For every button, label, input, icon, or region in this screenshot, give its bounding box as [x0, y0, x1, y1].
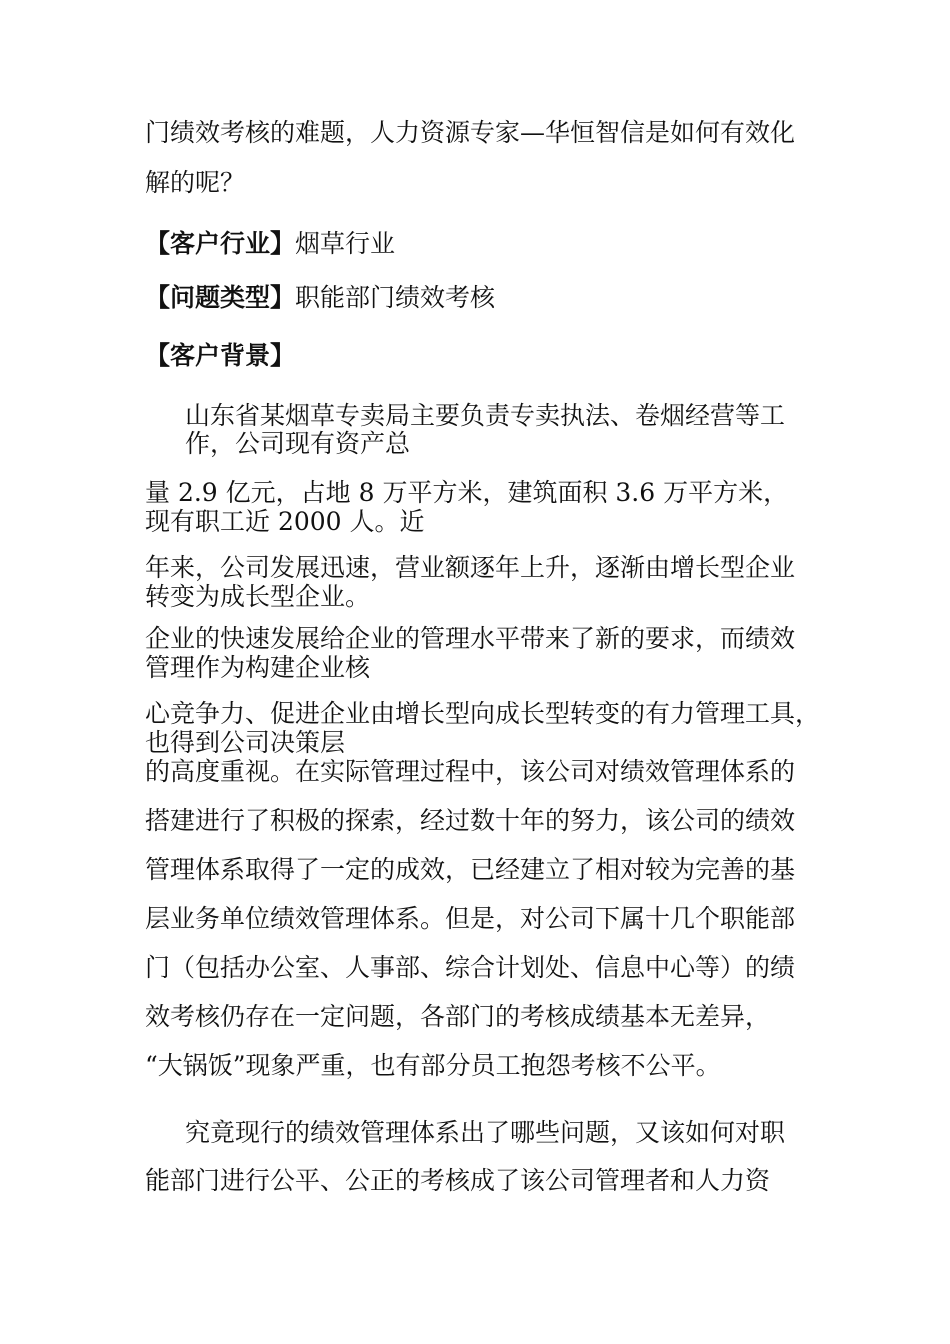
closing-line-2: 能部门进行公平、公正的考核成了该公司管理者和人力资: [145, 1166, 771, 1195]
issue-type-row: [145, 283, 495, 313]
background-line-1: 山东省某烟草专卖局主要负责专卖执法、卷烟经营等工: [185, 401, 786, 430]
background-line-4: 现有职工近 2000 人。近: [145, 507, 425, 536]
background-line-6: 转变为成长型企业。: [145, 582, 371, 611]
background-line-15: 门（包括办公室、人事部、综合计划处、信息中心等）的绩: [145, 953, 796, 982]
background-line-17: “大锅饭”现象严重，也有部分员工抱怨考核不公平。: [145, 1051, 721, 1080]
background-line-7: 企业的快速发展给企业的管理水平带来了新的要求，而绩效: [145, 624, 796, 653]
background-line-13: 管理体系取得了一定的成效，已经建立了相对较为完善的基: [145, 855, 796, 884]
closing-line-1: 究竟现行的绩效管理体系出了哪些问题，又该如何对职: [185, 1118, 786, 1147]
background-line-14: 层业务单位绩效管理体系。但是，对公司下属十几个职能部: [145, 904, 796, 933]
intro-line-2: 解的呢？: [145, 168, 246, 197]
background-line-5: 年来，公司发展迅速，营业额逐年上升，逐渐由增长型企业: [145, 553, 796, 582]
background-line-3: 量 2.9 亿元，占地 8 万平方米，建筑面积 3.6 万平方米，: [145, 478, 789, 507]
intro-line-1: 门绩效考核的难题，人力资源专家—华恒智信是如何有效化: [145, 118, 796, 147]
issue-type-value: 职能部门绩效考核: [295, 283, 496, 312]
industry-row: [145, 229, 395, 259]
background-line-2: 作，公司现有资产总: [185, 429, 411, 458]
background-line-8: 管理作为构建企业核: [145, 653, 371, 682]
issue-type-label: 【问题类型】: [145, 283, 296, 312]
background-line-11: 的高度重视。在实际管理过程中，该公司对绩效管理体系的: [145, 757, 796, 786]
industry-label: 【客户行业】: [145, 229, 296, 258]
background-line-12: 搭建进行了积极的探索，经过数十年的努力，该公司的绩效: [145, 806, 796, 835]
background-heading: 【客户背景】: [145, 341, 296, 370]
industry-value: 烟草行业: [295, 229, 396, 258]
background-line-9: 心竞争力、促进企业由增长型向成长型转变的有力管理工具，: [145, 699, 821, 728]
background-line-16: 效考核仍存在一定问题，各部门的考核成绩基本无差异，: [145, 1002, 771, 1031]
background-line-10: 也得到公司决策层: [145, 728, 346, 757]
